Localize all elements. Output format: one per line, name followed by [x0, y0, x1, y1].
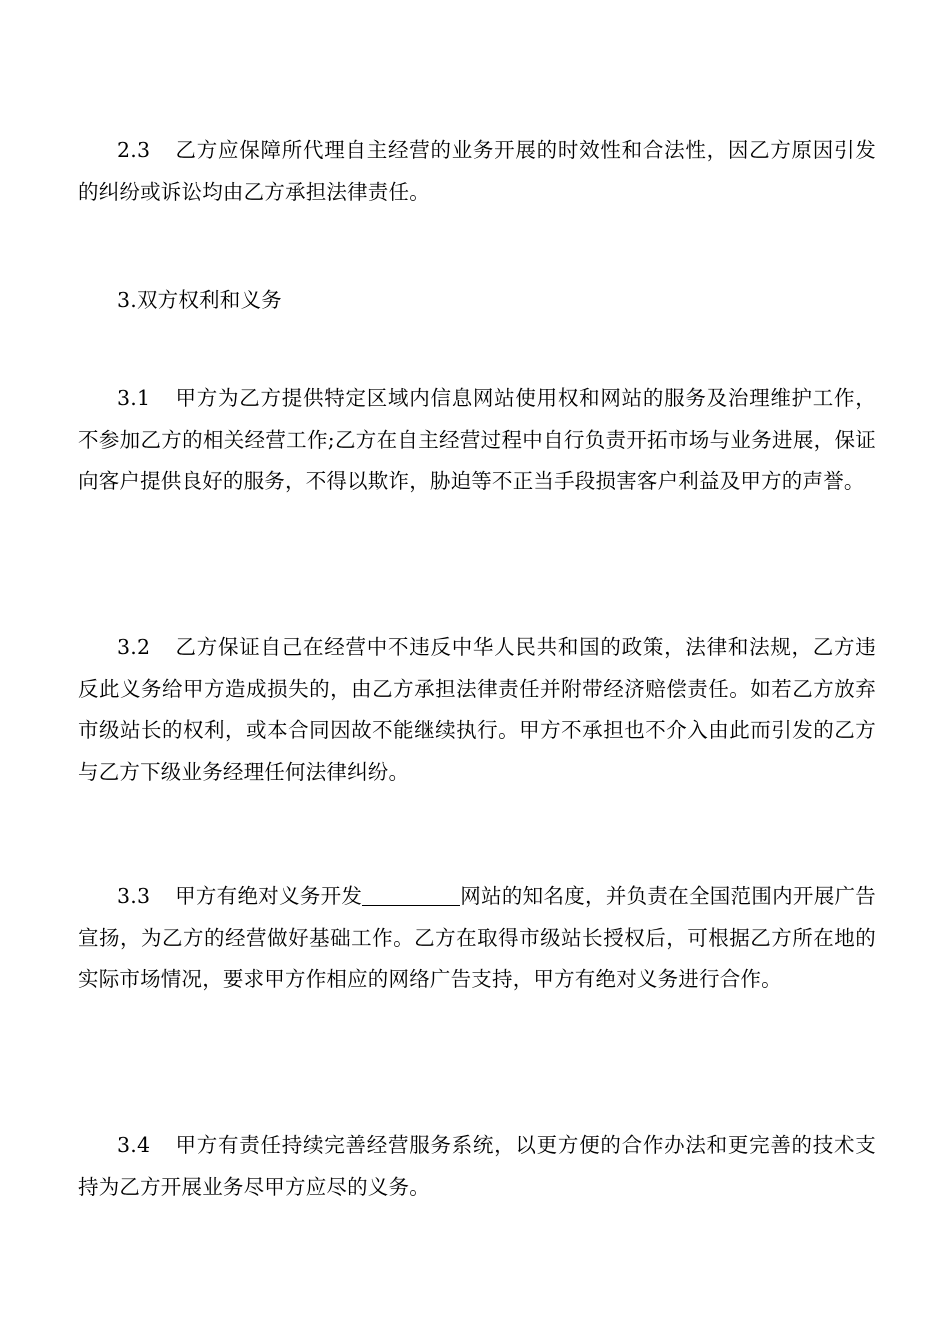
clause-number: 3.1 — [117, 386, 151, 410]
clause-number: 2.3 — [117, 138, 151, 162]
section-heading-text: 3.双方权利和义务 — [117, 288, 282, 312]
clause-text-before-blank: 甲方有绝对义务开发 — [175, 884, 363, 908]
clause-text: 乙方保证自己在经营中不违反中华人民共和国的政策，法律和法规，乙方违反此义务给甲方造成损失的，由乙方承担法律责任并附带经济赔偿责任。如若乙方放弃市级站长的权利，或本合同因故不能继续执行。甲方不承担也不介入由此而引发的乙方与乙方下级业务经理任何法律纠纷。 — [78, 635, 876, 784]
clause-number: 3.2 — [117, 635, 151, 659]
clause-text-after-blank: 网站的知名度，并负责在全国范围内开展广告宣扬，为乙方的经营做好基础工作。乙方在取得市级站长授权后，可根据乙方所在地的实际市场情况，要求甲方作相应的网络广告支持，甲方有绝对义务进行合作。 — [78, 884, 876, 991]
clause-text: 甲方有责任持续完善经营服务系统，以更方便的合作办法和更完善的技术支持为乙方开展业务尽甲方应尽的义务。 — [78, 1133, 876, 1199]
clause-number: 3.3 — [117, 884, 151, 908]
clause-3-4 — [78, 1125, 876, 1208]
fill-in-blank-underline — [362, 885, 460, 906]
clause-3-2 — [78, 627, 876, 793]
clause-2-3 — [78, 130, 876, 213]
clause-3-3 — [78, 876, 876, 1001]
clause-text: 乙方应保障所代理自主经营的业务开展的时效性和合法性，因乙方原因引发的纠纷或诉讼均由乙方承担法律责任。 — [78, 138, 876, 204]
clause-number: 3.4 — [117, 1133, 151, 1157]
clause-3-1 — [78, 378, 876, 503]
section-heading-3 — [78, 280, 876, 322]
clause-text: 甲方为乙方提供特定区域内信息网站使用权和网站的服务及治理维护工作，不参加乙方的相关经营工作;乙方在自主经营过程中自行负责开拓市场与业务进展，保证向客户提供良好的服务，不得以欺诈，胁迫等不正当手段损害客户利益及甲方的声誉。 — [78, 386, 876, 493]
